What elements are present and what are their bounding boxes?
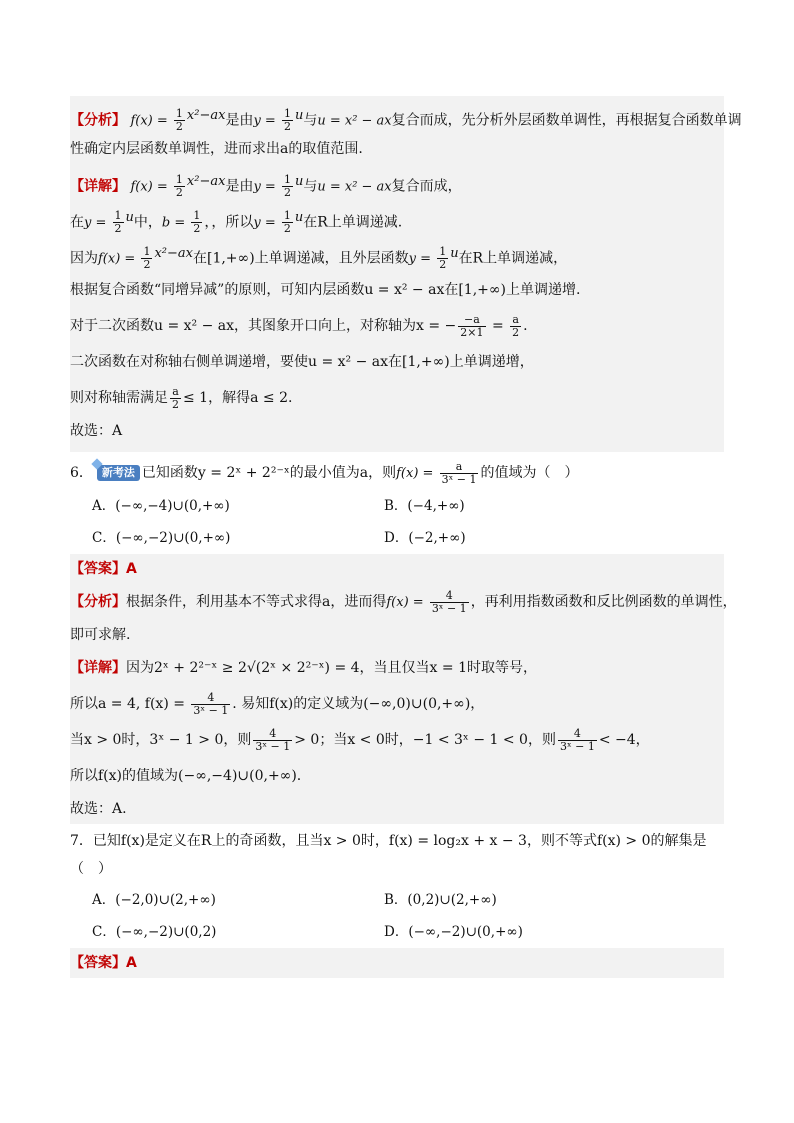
analysis-line-2: 性确定内层函数单调性，进而求出a的取值范围. [70,141,363,157]
fraction: $\frac{1}{2}$ [143,245,151,272]
question-6: 6． 新考法 已知函数y = 2ˣ + 2²⁻ˣ的最小值为a，则f(x) = $\frac{a}{\text{3ˣ − 1}}$ 的值域为（ ） [70,459,579,486]
fraction: $\frac{1}{2}$ [193,209,201,236]
option-a: A．(−∞,−4)∪(0,+∞) [92,498,230,514]
option-b: B．(−4,+∞) [384,498,465,514]
option-b: B．(0,2)∪(2,+∞) [384,892,497,908]
detail-tag: 【详解】 [70,178,126,195]
fraction: $\frac{4}{\text{3ˣ − 1}}$ [559,726,595,753]
options-row-1 [70,884,724,916]
fraction: $\frac{4}{\text{3ˣ − 1}}$ [193,690,229,717]
analysis-tag: 【分析】 [70,112,126,129]
fraction: $\frac{4}{\text{3ˣ − 1}}$ [431,588,467,615]
detail-line-6: 二次函数在对称轴右侧单调递增，要使u = x² − ax在[1,+∞)上单调递增， [70,354,534,370]
fraction: $\frac{1}{2}$ [114,209,122,236]
fraction: $\frac{a}{\text{3ˣ − 1}}$ [441,459,477,486]
fraction: $\frac{a}{2}$ [172,384,179,411]
option-c: C．(−∞,−2)∪(0,2) [92,924,217,940]
option-d: D．(−2,+∞) [384,530,466,546]
fraction: $\frac{1}{2}$ [283,209,291,236]
fraction: $\frac{1}{2}$ [175,107,183,134]
solution-block-q6 [70,554,737,824]
analysis-line: 【分析】根据条件，利用基本不等式求得a，进而得f(x) = $\frac{4}{\text{3ˣ − 1}}$ ，再利用指数函数和反比例函数的单调性， [70,588,737,615]
question-7: 7．已知f(x)是定义在R上的奇函数，且当x > 0时，f(x) = log₂x + x − 3，则不等式f(x) > 0的解集是 [70,833,707,849]
answer-line: 【答案】A [70,955,137,971]
fraction: $\frac{a}{2}$ [512,312,520,339]
solution-block-q5 [70,96,742,452]
option-a: A．(−2,0)∪(2,+∞) [92,892,216,908]
answer-line: 【答案】A [70,561,137,577]
analysis-line-2: 即可求解. [70,627,131,643]
detail-line-3: 因为f(x) = $\frac{1}{2}$ $^{x^2-ax}$在[1,+∞)上单调递减，且外层函数y = $\frac{1}{2}$ $^u$在R上单调递减， [70,245,568,272]
analysis-line-1: 【分析】 f(x) = $\frac{1}{2}$ $^{x^2-ax}$是由y = $\frac{1}{2}$ $^u$与u = x² − ax复合而成，先分析外层函数单调性，再根据复合函数单调 [70,107,742,134]
detail-line-3: 当x > 0时，3ˣ − 1 > 0，则 $\frac{4}{\text{3ˣ − 1}}$ > 0；当x < 0时，−1 < 3ˣ − 1 < 0，则 $\frac{4}{\text{3ˣ − 1}}$ < −4， [70,726,650,753]
question-7-paren: （ ） [70,861,112,877]
document-page [70,96,742,978]
options-row-2 [70,522,724,554]
solution-block-q7 [70,948,724,978]
option-d: D．(−∞,−2)∪(0,+∞) [384,924,523,940]
fraction: $\frac{1}{2}$ [175,173,183,200]
detail-line-7: 则对称轴需满足 $\frac{a}{2}$ ≤ 1，解得a ≤ 2. [70,384,293,411]
fraction: $\frac{4}{\text{3ˣ − 1}}$ [255,726,291,753]
option-c: C．(−∞,−2)∪(0,+∞) [92,530,231,546]
detail-line-8: 故选：A [70,423,123,439]
options-row-1 [70,490,724,522]
fraction: $\frac{1}{2}$ [439,245,447,272]
new-method-badge: 新考法 [97,465,140,481]
detail-line-1: 【详解】因为2ˣ + 2²⁻ˣ ≥ 2√(2ˣ × 2²⁻ˣ) = 4，当且仅当x = 1时取等号， [70,660,537,676]
detail-line-4: 所以f(x)的值域为(−∞,−4)∪(0,+∞). [70,768,302,784]
detail-line-2: 在y = $\frac{1}{2}$ $^u$中，b = $\frac{1}{2}$ ，，所以y = $\frac{1}{2}$ $^u$在R上单调递减. [70,209,403,236]
detail-line-1: 【详解】 f(x) = $\frac{1}{2}$ $^{x^2-ax}$是由y = $\frac{1}{2}$ $^u$与u = x² − ax复合而成， [70,173,462,200]
fraction: $\frac{1}{2}$ [283,173,291,200]
fraction: $\frac{1}{2}$ [283,107,291,134]
fraction: $\frac{-a}{2\times 1}$ [460,312,484,339]
detail-line-5: 对于二次函数u = x² − ax，其图象开口向上，对称轴为x = − $\frac{-a}{2\times 1}$ = $\frac{a}{2}$ . [70,312,528,339]
detail-line-4: 根据复合函数“同增异减”的原则，可知内层函数u = x² − ax在[1,+∞)上单调递增. [70,282,581,298]
detail-line-5: 故选：A. [70,801,127,817]
detail-line-2: 所以a = 4, f(x) = $\frac{4}{\text{3ˣ − 1}}$ . 易知f(x)的定义域为(−∞,0)∪(0,+∞)， [70,690,485,717]
options-row-2 [70,916,724,948]
